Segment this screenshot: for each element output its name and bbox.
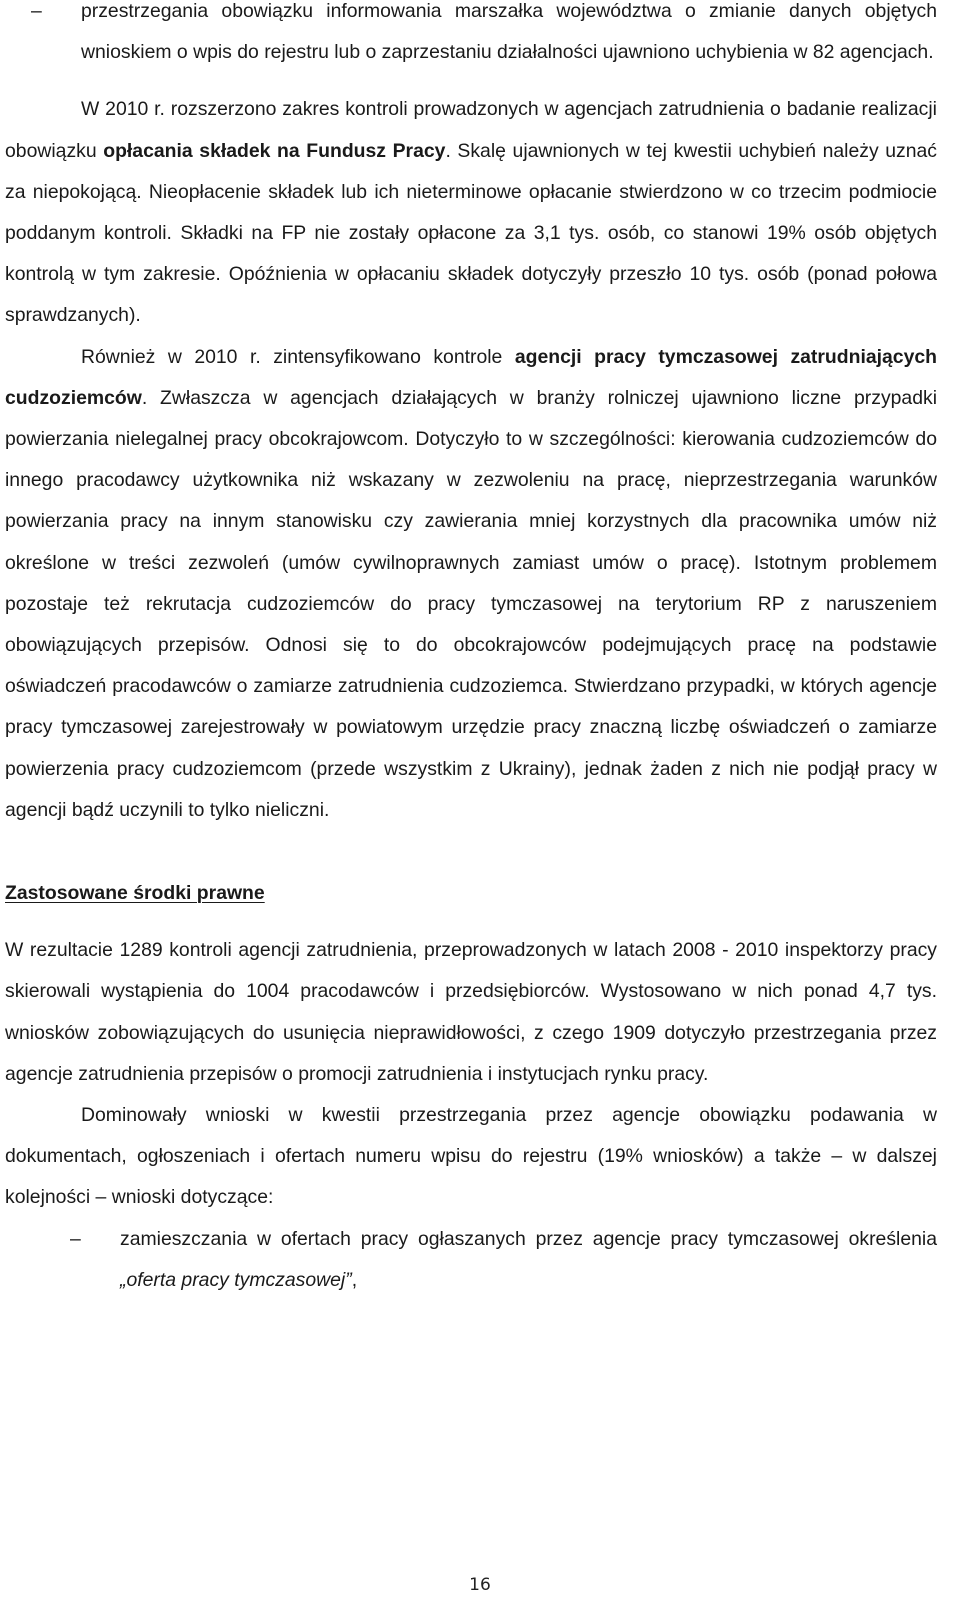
paragraph-dominujace-wnioski: Dominowały wnioski w kwestii przestrzegania przez agencje obowiązku podawania w dokumentach, ogłoszeniach i ofertach numeru wpisu do rejestru (19% wniosków) a także – w dalszej kolejności – wnioski dotyczące: xyxy=(5,1104,937,1209)
bullet-dash: – xyxy=(70,1227,81,1250)
bullet-item-notification-duty xyxy=(5,0,937,73)
spacer xyxy=(5,914,937,930)
paragraph-fundusz-pracy xyxy=(5,89,937,336)
bullet-text: , xyxy=(351,1268,358,1291)
paragraph-agencje-pracy-tymczasowej xyxy=(5,337,937,831)
bullet-dash: – xyxy=(31,0,42,22)
section-heading: Zastosowane środki prawne xyxy=(5,882,265,905)
paragraph-rezultaty: W rezultacie 1289 kontroli agencji zatrudnienia, przeprowadzonych w latach 2008 - 2010 inspektorzy pracy skierowali wystąpienia do 1004 pracodawców i przedsiębiorców. Wystosowano w nich ponad 4,7 tys. wniosków zobowiązujących do usunięcia nieprawidłowości, z czego 1909 dotyczyło przestrzegania przez agencje zatrudnienia przepisów o promocji zatrudnienia i instytucjach rynku pracy. xyxy=(5,939,937,1085)
paragraph-text: . Skalę ujawnionych w tej kwestii uchybień należy uznać za niepokojącą. Nieopłacenie składek lub ich nieterminowe opłacanie stwierdzono w co trzecim podmiocie poddanym kontroli. Składki na FP nie zostały opłacone za 3,1 tys. osób, co stanowi 19% osób objętych kontrolą w tym zakresie. Opóźnienia w opłacaniu składek dotyczyły przeszło 10 tys. osób (ponad połowa sprawdzanych). xyxy=(5,139,937,327)
document-page xyxy=(5,0,937,1301)
paragraph-text: W 2010 r. rozszerzono zakres kontroli prowadzonych w agencjach zatrudnienia o badanie realizacji obowiązku xyxy=(5,98,937,162)
bold-phrase: opłacania składek na Fundusz Pracy xyxy=(103,139,446,162)
page-number: 16 xyxy=(469,1575,491,1595)
bold-phrase: agencji pracy tymczasowej zatrudniających cudzoziemców xyxy=(5,345,937,409)
bullet-item-oferta-pracy xyxy=(5,1219,937,1301)
bullet-text: zamieszczania w ofertach pracy ogłaszanych przez agencje pracy tymczasowej określenia xyxy=(120,1227,937,1250)
paragraph-text: Również w 2010 r. zintensyfikowano kontrole xyxy=(81,345,515,368)
paragraph-text: . Zwłaszcza w agencjach działających w branży rolniczej ujawniono liczne przypadki powierzania nielegalnej pracy obcokrajowcom. Dotyczyło to w szczególności: kierowania cudzoziemców do innego pracodawcy użytkownika niż wskazany w zezwoleniu na pracę, nieprzestrzegania warunków powierzania pracy na innym stanowisku czy zawierania mniej korzystnych dla pracownika umów niż określone w treści zezwoleń (umów cywilnoprawnych zamiast umów o pracę). Istotnym problemem pozostaje też rekrutacja cudzoziemców do pracy tymczasowej na terytorium RP z naruszeniem obowiązujących przepisów. Odnosi się to do obcokrajowców podejmujących pracę na podstawie oświadczeń pracodawców o zamiarze zatrudnienia cudzoziemca. Stwierdzano przypadki, w których agencje pracy tymczasowej zarejestrowały w powiatowym urzędzie pracy znaczną liczbę oświadczeń o zamiarze powierzenia pracy cudzoziemcom (przede wszystkim z Ukrainy), jednak żaden z nich nie podjął pracy w agencji bądź uczynili to tylko nieliczni. xyxy=(5,386,937,821)
italic-phrase: „oferta pracy tymczasowej” xyxy=(120,1268,352,1291)
spacer xyxy=(5,831,937,873)
bullet-text: przestrzegania obowiązku informowania marszałka województwa o zmianie danych objętych wnioskiem o wpis do rejestru lub o zaprzestaniu działalności ujawniono uchybienia w 82 agencjach. xyxy=(81,0,937,64)
spacer xyxy=(5,73,937,89)
